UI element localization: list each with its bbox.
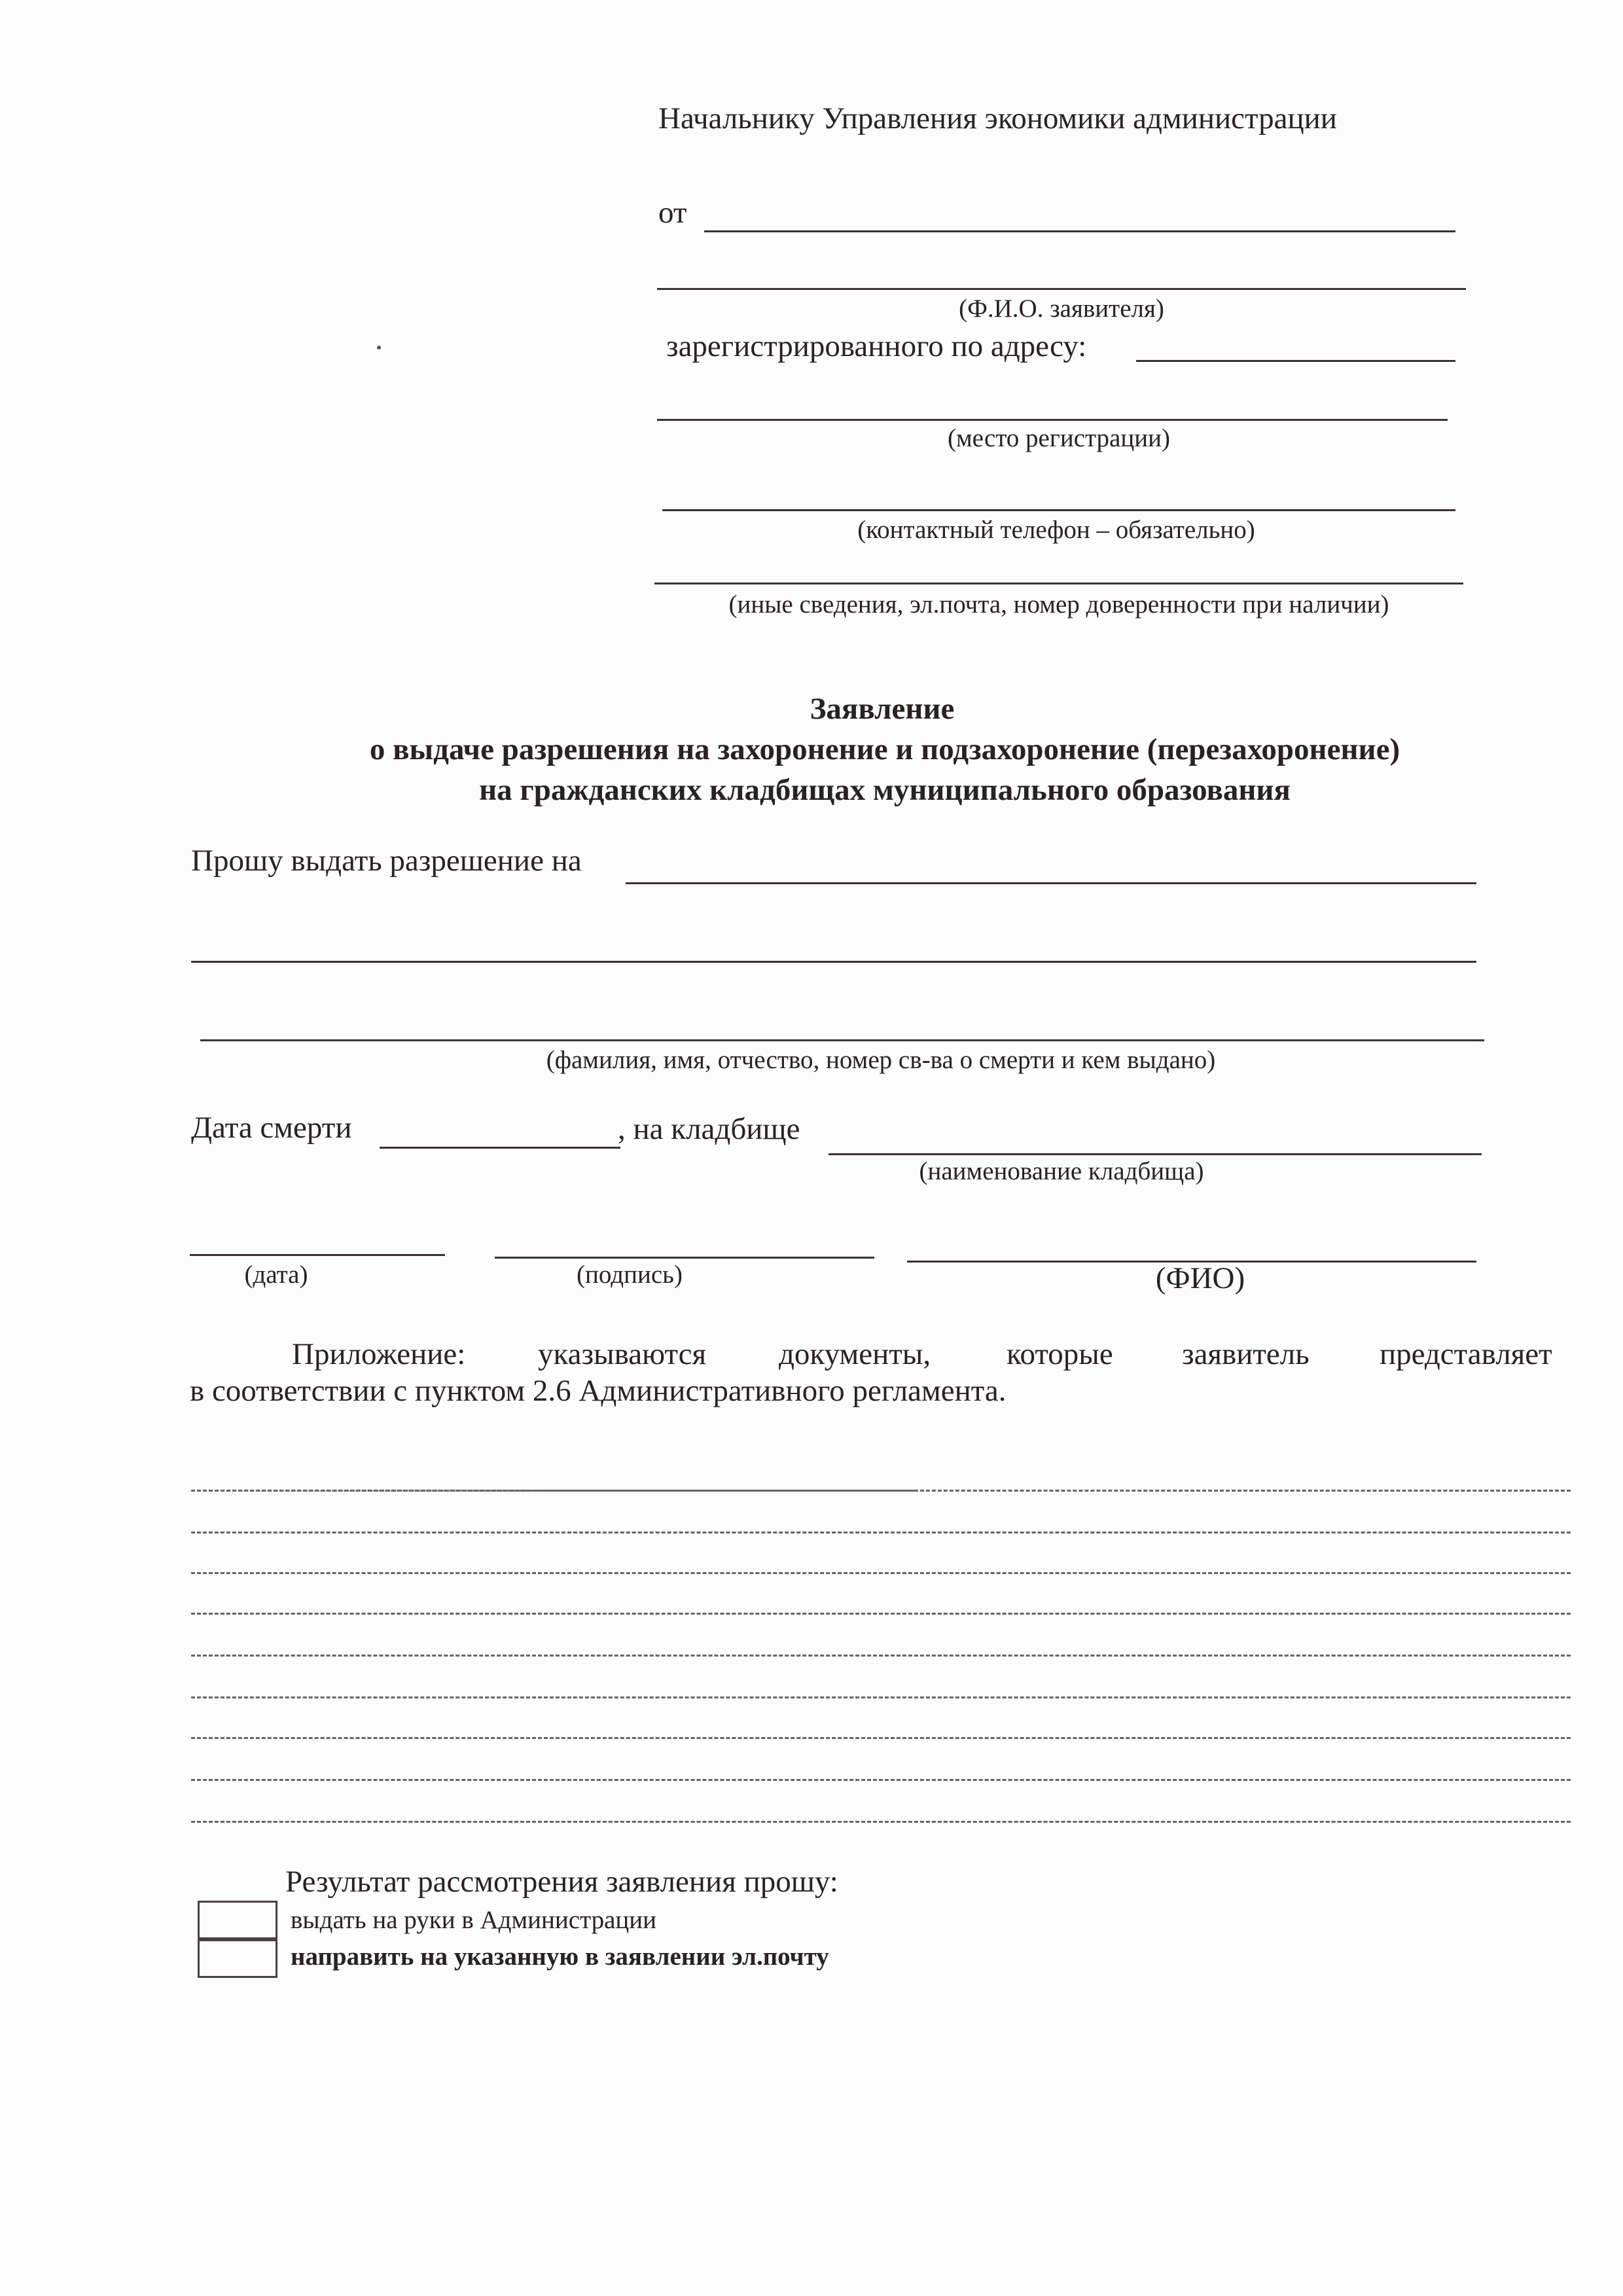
document-subtitle-1: о выдаче разрешения на захоронение и подзахоронение (перезахоронение) <box>369 732 1400 766</box>
result-option-label-1: выдать на руки в Администрации <box>291 1906 657 1934</box>
address-line-2[interactable] <box>657 419 1448 421</box>
attachment-dashed-line[interactable] <box>191 1696 1571 1698</box>
registered-label: зарегистрированного по адресу: <box>666 329 1087 363</box>
cemetery-line[interactable] <box>829 1153 1482 1155</box>
result-heading: Результат рассмотрения заявления прошу: <box>285 1865 838 1899</box>
addressee-text: Начальнику Управления экономики администрации <box>658 101 1337 135</box>
cemetery-label: , на кладбище <box>618 1112 800 1146</box>
attachment-dashed-line[interactable] <box>191 1821 1571 1823</box>
result-option-label-2: направить на указанную в заявлении эл.почту <box>291 1943 829 1971</box>
date-caption: (дата) <box>244 1261 308 1289</box>
result-option-checkbox-2[interactable] <box>198 1937 277 1978</box>
fio-signature-caption: (ФИО) <box>1155 1261 1245 1295</box>
from-label: от <box>658 196 687 230</box>
attachment-dashed-line[interactable] <box>191 1532 1571 1534</box>
document-subtitle-2: на гражданских кладбищах муниципального образования <box>479 773 1291 807</box>
attachment-dashed-line[interactable] <box>191 1490 1571 1492</box>
signature-caption: (подпись) <box>577 1261 683 1289</box>
document-title: Заявление <box>810 692 955 726</box>
attachment-dashed-line[interactable] <box>191 1779 1571 1781</box>
request-line-2[interactable] <box>191 961 1476 963</box>
attachment-dashed-line[interactable] <box>191 1655 1571 1657</box>
cemetery-caption: (наименование кладбища) <box>919 1157 1204 1185</box>
phone-caption: (контактный телефон – обязательно) <box>857 516 1255 544</box>
attachment-word-3: документы, <box>779 1337 931 1371</box>
result-option-checkbox-1[interactable] <box>198 1901 277 1941</box>
attachment-word-2: указываются <box>538 1337 707 1371</box>
death-date-label: Дата смерти <box>191 1111 352 1145</box>
fio-caption: (Ф.И.О. заявителя) <box>959 295 1164 323</box>
other-info-caption: (иные сведения, эл.почта, номер доверенности при наличии) <box>728 590 1389 619</box>
stray-dot <box>377 346 381 350</box>
signature-date-line[interactable] <box>190 1254 445 1256</box>
applicant-name-line-2[interactable] <box>657 288 1466 290</box>
death-date-line[interactable] <box>380 1147 620 1149</box>
attachment-word-4: которые <box>1007 1337 1113 1371</box>
request-line-1[interactable] <box>626 882 1476 884</box>
attachment-dashed-line[interactable] <box>191 1613 1571 1615</box>
attachment-word-6: представляет <box>1380 1337 1552 1371</box>
request-label: Прошу выдать разрешение на <box>191 844 582 878</box>
attachment-word-1: Приложение: <box>292 1337 466 1371</box>
attachment-line-2: в соответствии с пунктом 2.6 Административного регламента. <box>190 1374 1007 1408</box>
attachment-word-5: заявитель <box>1182 1337 1310 1371</box>
request-caption: (фамилия, имя, отчество, номер св-ва о смерти и кем выдано) <box>546 1046 1216 1074</box>
signature-line[interactable] <box>495 1257 874 1259</box>
registration-caption: (место регистрации) <box>948 424 1170 452</box>
request-line-3[interactable] <box>200 1039 1484 1041</box>
attachment-dashed-line[interactable] <box>191 1737 1571 1739</box>
phone-line[interactable] <box>662 509 1455 511</box>
address-line-1[interactable] <box>1136 360 1455 362</box>
applicant-name-line-1[interactable] <box>704 230 1455 232</box>
other-info-line[interactable] <box>654 583 1463 584</box>
attachment-dashed-line[interactable] <box>191 1572 1571 1574</box>
